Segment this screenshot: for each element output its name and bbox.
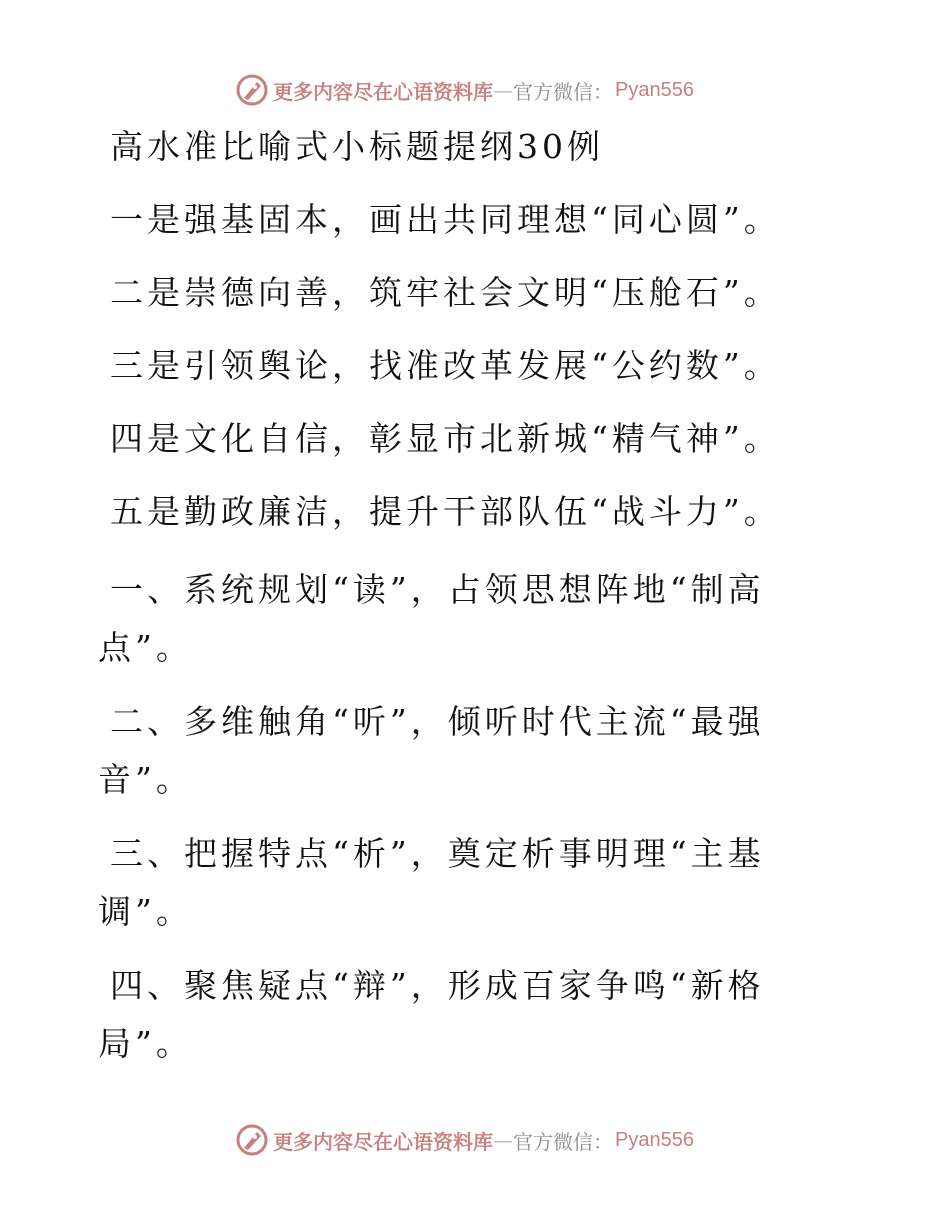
- header-banner: [235, 72, 755, 108]
- pen-nib-circle-icon: [235, 1123, 269, 1157]
- document-title: 高水准比喻式小标题提纲30例: [110, 127, 604, 166]
- banner-dash: —: [493, 78, 513, 102]
- wrapped-item-1-first: 一、系统规划“读”，占领思想阵地“制高: [110, 570, 765, 609]
- outline-line-3: 三是引领舆论，找准改革发展“公约数”。: [110, 346, 781, 385]
- wrapped-item-2-rest: 音”。: [98, 760, 193, 799]
- wrapped-item-1-rest: 点”。: [98, 628, 193, 667]
- banner-lead-text: 更多内容尽在心语资料库: [273, 79, 493, 104]
- wrapped-item-3-rest: 调”。: [98, 892, 193, 931]
- banner-lead-text: 更多内容尽在心语资料库: [273, 1129, 493, 1154]
- wrapped-item-2-first: 二、多维触角“听”，倾听时代主流“最强: [110, 702, 765, 741]
- wrapped-item-4-rest: 局”。: [98, 1024, 193, 1063]
- outline-line-5: 五是勤政廉洁，提升干部队伍“战斗力”。: [110, 492, 781, 531]
- outline-line-2: 二是崇德向善，筑牢社会文明“压舱石”。: [110, 273, 781, 312]
- banner-wechat-label: 官方微信：: [513, 1129, 613, 1154]
- banner-wechat-label: 官方微信：: [513, 79, 613, 104]
- outline-line-1: 一是强基固本，画出共同理想“同心圆”。: [110, 200, 781, 239]
- footer-banner: [235, 1122, 755, 1158]
- outline-line-4: 四是文化自信，彰显市北新城“精气神”。: [110, 419, 781, 458]
- pen-nib-circle-icon: [235, 73, 269, 107]
- banner-wechat-handle: Pyan556: [615, 1128, 694, 1151]
- wrapped-item-4-first: 四、聚焦疑点“辩”，形成百家争鸣“新格: [110, 966, 765, 1005]
- wrapped-item-3-first: 三、把握特点“析”，奠定析事明理“主基: [110, 834, 765, 873]
- banner-dash: —: [493, 1128, 513, 1152]
- banner-wechat-handle: Pyan556: [615, 78, 694, 101]
